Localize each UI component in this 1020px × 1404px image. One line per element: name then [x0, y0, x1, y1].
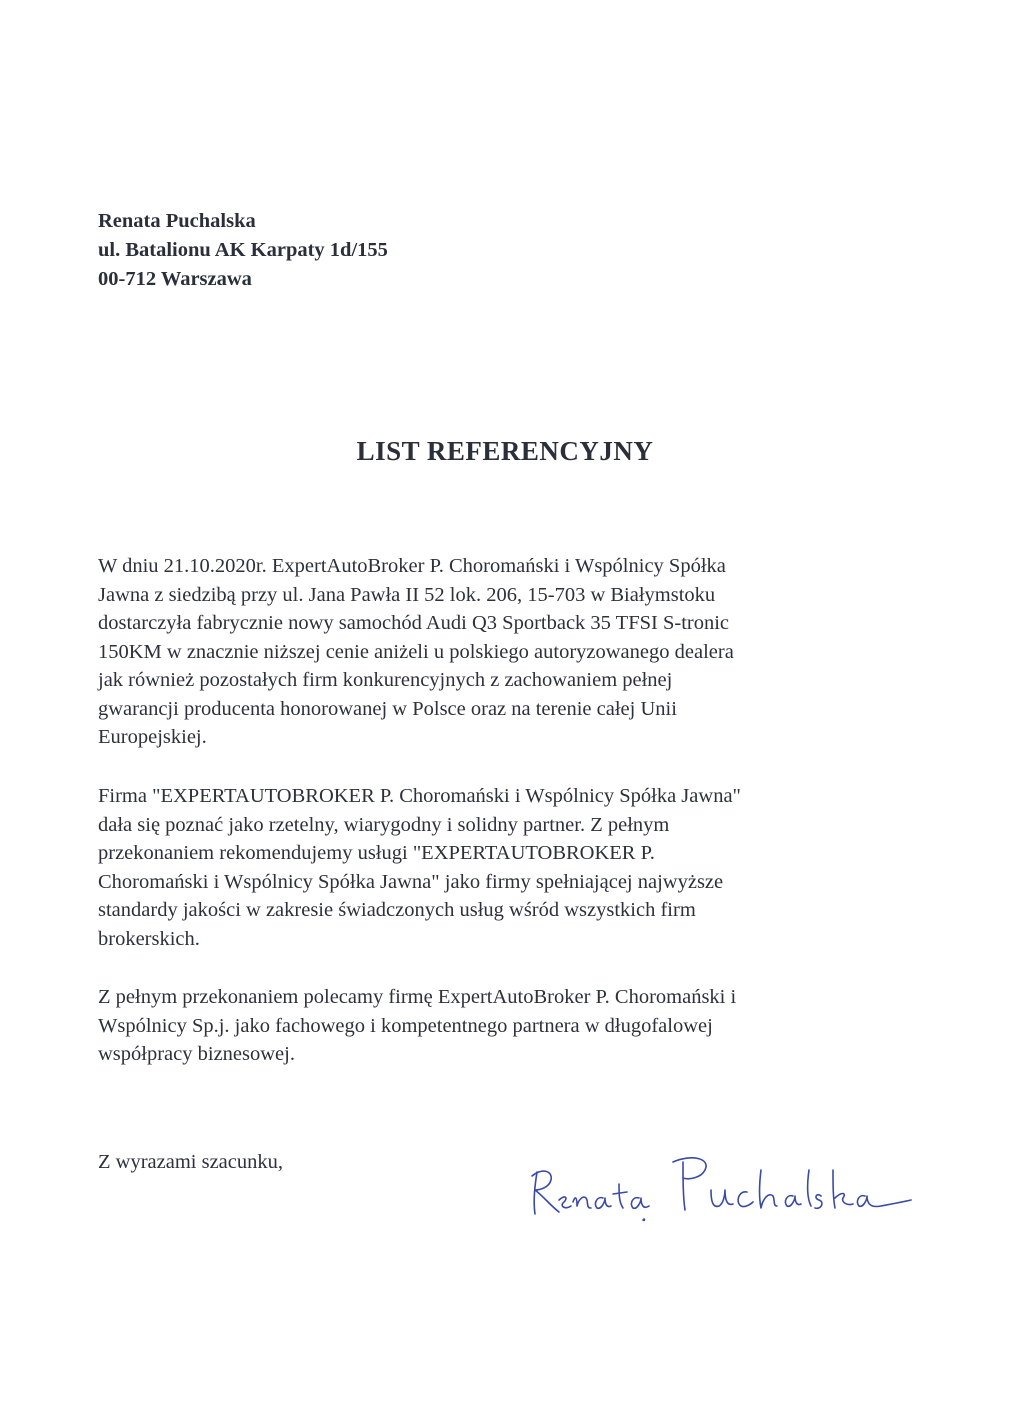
paragraph-line: standardy jakości w zakresie świadczonych usług wśród wszystkich firm: [98, 899, 696, 921]
paragraph-line: gwarancji producenta honorowanej w Polsce oraz na terenie całej Unii: [98, 697, 677, 720]
paragraph-line: dostarczyła fabrycznie nowy samochód Audi Q3 Sportback 35 TFSI S-tronic: [98, 612, 730, 634]
paragraph-line: W dniu 21.10.2020r. ExpertAutoBroker P. Choromański i Wspólnicy Spółka: [98, 555, 726, 577]
paragraph-line: Z pełnym przekonaniem polecamy firmę ExpertAutoBroker P. Choromański i: [98, 986, 737, 1008]
paragraph-line: dała się poznać jako rzetelny, wiarygodny i solidny partner. Z pełnym: [98, 813, 670, 836]
paragraph-line: brokerskich.: [98, 927, 200, 950]
document-title: LIST REFERENCYJNY: [356, 436, 654, 466]
paragraph-line: Europejskiej.: [98, 726, 207, 748]
paragraph-2: [98, 782, 898, 953]
closing-salutation: Z wyrazami szacunku,: [98, 1151, 283, 1173]
paragraph-line: Wspólnicy Sp.j. jako fachowego i kompetentnego partnera w długofalowej: [98, 1014, 713, 1037]
sender-city: 00-712 Warszawa: [98, 268, 252, 290]
paragraph-3: [98, 983, 898, 1069]
paragraph-line: Choromański i Wspólnicy Spółka Jawna" jako firmy spełniającej najwyższe: [98, 870, 724, 893]
paragraph-line: przekonaniem rekomendujemy usługi "EXPERTAUTOBROKER P.: [98, 842, 655, 864]
paragraph-line: Jawna z siedzibą przy ul. Jana Pawła II 52 lok. 206, 15-703 w Białymstoku: [98, 583, 716, 606]
paragraph-line: współpracy biznesowej.: [98, 1043, 295, 1065]
paragraph-line: 150KM w znacznie niższej cenie aniżeli u polskiego autoryzowanego dealera: [98, 640, 734, 663]
sender-address: [98, 207, 388, 294]
paragraph-1: [98, 552, 898, 752]
paragraph-line: Firma "EXPERTAUTOBROKER P. Choromański i Wspólnicy Spółka Jawna": [98, 785, 741, 807]
sender-name: Renata Puchalska: [98, 210, 256, 232]
handwritten-signature: [515, 1140, 915, 1230]
sender-street: ul. Batalionu AK Karpaty 1d/155: [98, 239, 388, 261]
paragraph-line: jak również pozostałych firm konkurencyjnych z zachowaniem pełnej: [98, 669, 673, 691]
